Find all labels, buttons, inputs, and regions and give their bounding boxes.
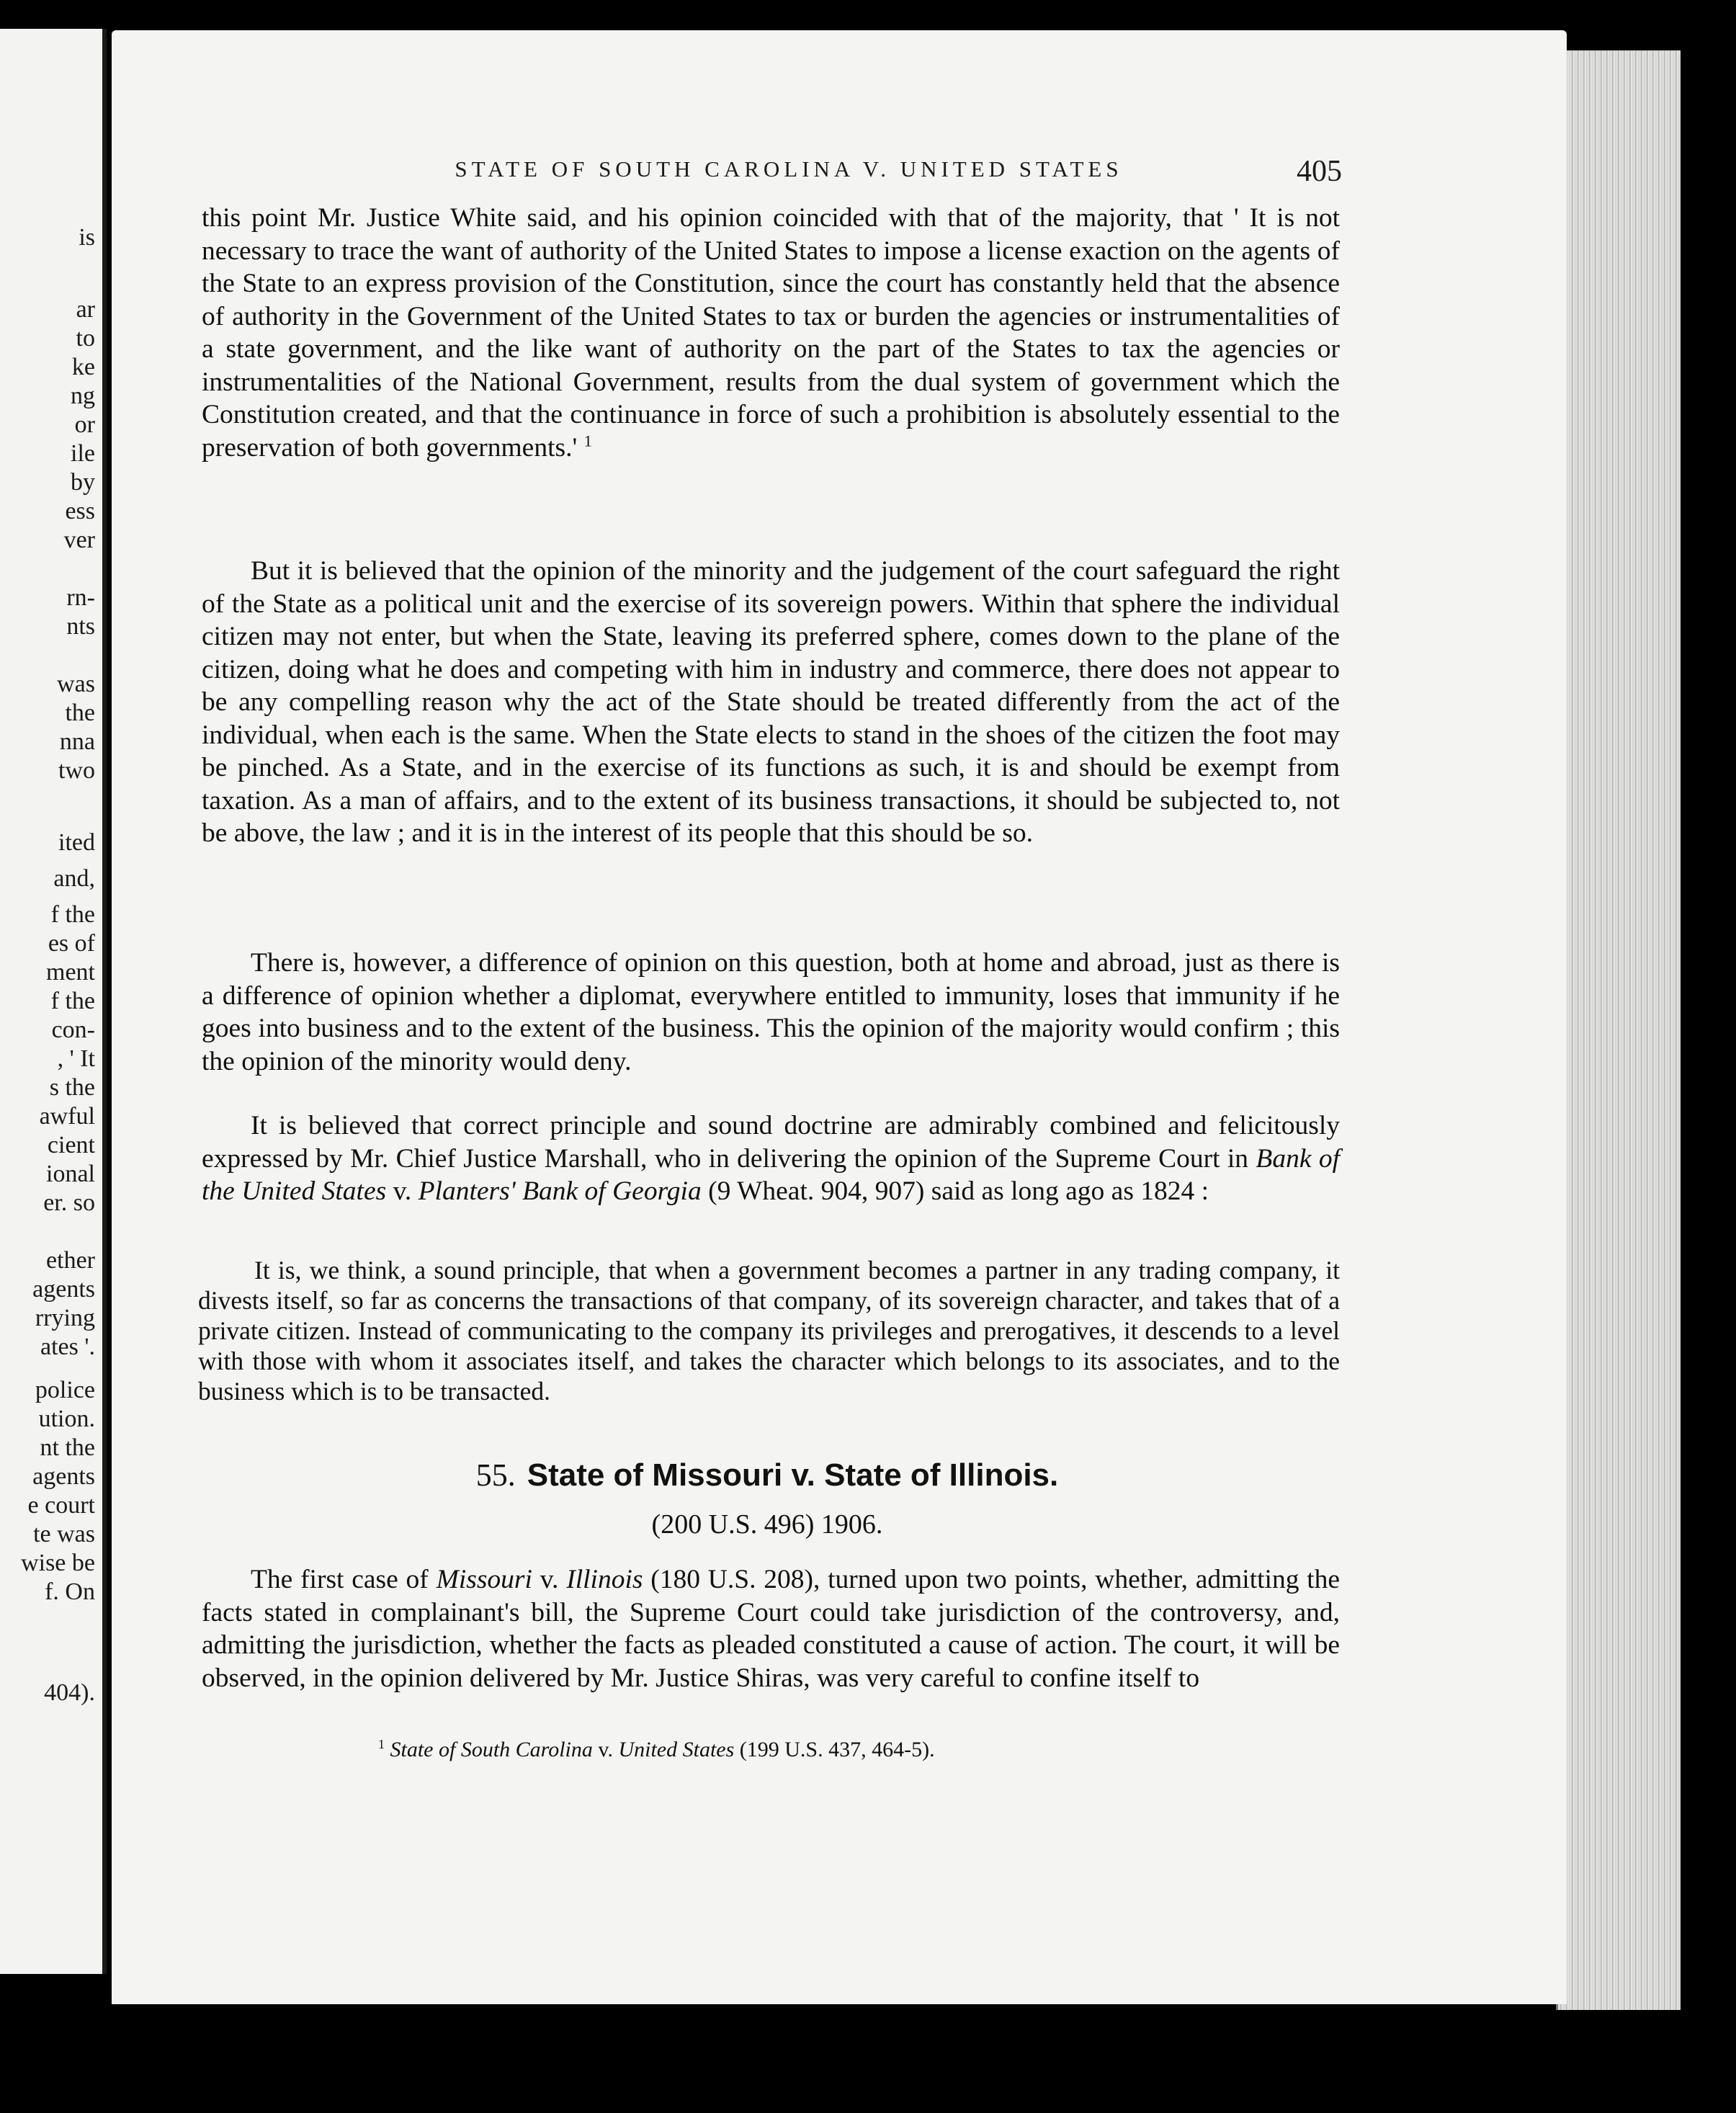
left-page-text-fragment: nts [66, 613, 95, 640]
case-name: Illinois [566, 1565, 643, 1594]
left-page-fragment [0, 29, 107, 1974]
paragraph-text: There is, however, a difference of opinion on this question, both at home and abroad, just as there is a difference of opinion whether a diplomat, everywhere entitled to immunity, loses that immunity if he goes into business and to the extent of the business. This the opinion of the majority would confirm ; this the opinion of the minority would deny. [202, 948, 1340, 1076]
paragraph-marshall [202, 1109, 1340, 1208]
left-page-text-fragment: s the [49, 1074, 95, 1101]
left-page-text-fragment: two [58, 757, 95, 784]
versus: v. [598, 1738, 613, 1761]
left-page-text-fragment: cient [47, 1132, 95, 1158]
paragraph-text: It is believed that correct principle and sound doctrine are admirably combined and felicitously expressed by Mr. Chief Justice Marshall, who in delivering the opinion of the Supreme Court in [202, 1111, 1340, 1174]
paragraph-text: The first case of [251, 1565, 429, 1594]
left-page-text-fragment: ution. [38, 1406, 95, 1432]
left-page-text-fragment: nt the [40, 1434, 95, 1461]
versus: v. [540, 1565, 559, 1594]
footnote-case-name: United States [618, 1738, 735, 1761]
page-number: 405 [1297, 155, 1342, 188]
left-page-text-fragment: ke [71, 354, 95, 380]
book-page [112, 30, 1567, 2004]
footnote-case-name: State of South Carolina [390, 1738, 593, 1761]
left-page-text-fragment: rn- [66, 584, 95, 611]
left-page-text-fragment: is [79, 224, 95, 251]
case-citation: (200 U.S. 496) 1906. [651, 1509, 883, 1540]
paragraph-first-case [202, 1563, 1340, 1694]
left-page-text-fragment: e court [27, 1492, 95, 1519]
paragraph-difference-of-opinion [202, 947, 1340, 1078]
paragraph-justice-white [202, 202, 1340, 464]
left-page-text-fragment: ng [71, 383, 95, 409]
left-page-text-fragment: ile [71, 440, 95, 467]
footnote [378, 1738, 935, 1762]
left-page-text-fragment: 404). [44, 1679, 95, 1706]
left-page-text-fragment: ment [46, 959, 95, 986]
case-name: Missouri [436, 1565, 532, 1594]
left-page-text-fragment: ar [76, 296, 95, 323]
left-page-text-fragment: to [76, 325, 95, 352]
page-edges [1556, 50, 1681, 2010]
left-page-text-fragment: by [71, 469, 95, 496]
left-page-text-fragment: ited [58, 829, 95, 856]
paragraph-text: But it is believed that the opinion of the minority and the judgement of the court safeguard the right of the State as a political unit and the exercise of its sovereign powers. Within that sphere the individual citizen may not enter, but when the State, leaving its preferred sphere, comes down to the plane of the citizen, doing what he does and competing with him in industry and commerce, there does not appear to be any compelling reason why the act of the State should be treated differently from the act of the individual, when each is the same. When the State elects to stand in the shoes of the citizen the foot may be pinched. As a State, and in the exercise of its functions as such, it is and should be exempt from taxation. As a man of affairs, and to the extent of its business transactions, it should be subjected to, not be above, the law ; and it is in the interest of its people that this should be so. [202, 556, 1340, 848]
paragraph-text: (9 Wheat. 904, 907) said as long ago as 1824 : [708, 1176, 1209, 1206]
left-page-text-fragment: f the [50, 988, 95, 1014]
case-number: 55. [475, 1457, 516, 1493]
left-page-text-fragment: te was [33, 1521, 95, 1547]
left-page-text-fragment: ether [46, 1247, 95, 1274]
case-heading [112, 1457, 1423, 1493]
left-page-text-fragment: ates '. [40, 1334, 95, 1360]
case-title: State of Missouri v. State of Illinois. [527, 1457, 1059, 1493]
versus: v. [393, 1176, 412, 1206]
case-name: Bank of the United States [202, 1143, 1340, 1206]
left-page-text-fragment: nna [59, 728, 95, 755]
left-page-text-fragment: was [57, 671, 95, 697]
left-page-text-fragment: awful [39, 1103, 95, 1130]
left-page-text-fragment: and, [53, 865, 95, 892]
paragraph-text: this point Mr. Justice White said, and his opinion coincided with that of the majority, that ' It is not necessary to trace the want of authority of the United States to impose a license exaction on the agents of the State to an express provision of the Constitution, since the court has constantly held that the absence of authority in the Government of the United States to tax or burden the agencies or instrumentalities of a state government, and the like want of authority on the part of the States to tax the agencies or instrumentalities of the National Government, results from the dual system of government which the Constitution created, and that the continuance in force of such a prohibition is absolutely essential to the preservation of both governments.' [202, 203, 1340, 463]
left-page-text-fragment: f. On [45, 1578, 95, 1605]
paragraph-text: (180 U.S. 208), turned upon two points, whether, admitting the facts stated in complainant's bill, the Supreme Court could take jurisdiction of the controversy, and, admitting the jurisdiction, whether the facts as pleaded constituted a cause of action. The court, it will be observed, in the opinion delivered by Mr. Justice Shiras, was very careful to confine itself to [202, 1565, 1341, 1693]
left-page-text-fragment: ional [46, 1161, 95, 1187]
footnote-ref: 1 [583, 432, 592, 450]
left-page-text-fragment: ess [65, 498, 95, 524]
left-page-text-fragment: rrying [35, 1305, 95, 1331]
left-page-text-fragment: es of [48, 930, 95, 957]
running-head: STATE OF SOUTH CAROLINA V. UNITED STATES [455, 156, 1123, 182]
left-page-text-fragment: agents [32, 1463, 95, 1490]
quote-text: It is, we think, a sound principle, that when a government becomes a partner in any trading company, it divests itself, so far as concerns the transactions of that company, of its sovereign character, and takes that of a private citizen. Instead of communicating to the company its privileges and prerogatives, it descends to a level with those with whom it associates itself, and takes the character which belongs to its associates, and to the business which is to be transacted. [198, 1256, 1340, 1406]
left-page-text-fragment: the [65, 700, 95, 726]
left-page-text-fragment: agents [32, 1276, 95, 1303]
left-page-text-fragment: f the [50, 901, 95, 928]
left-page-text-fragment: ver [63, 527, 95, 553]
left-page-text-fragment: police [35, 1377, 95, 1403]
left-page-text-fragment: , ' It [57, 1045, 95, 1072]
case-name: Planters' Bank of Georgia [418, 1176, 702, 1206]
block-quote [198, 1255, 1340, 1406]
left-page-text-fragment: con- [51, 1017, 95, 1043]
left-page-text-fragment: or [74, 411, 95, 438]
paragraph-minority-opinion [202, 555, 1340, 850]
left-page-text-fragment: er. so [43, 1189, 95, 1216]
left-page-text-fragment: wise be [21, 1550, 95, 1576]
footnote-citation: (199 U.S. 437, 464-5). [739, 1738, 935, 1761]
footnote-marker: 1 [378, 1737, 385, 1751]
